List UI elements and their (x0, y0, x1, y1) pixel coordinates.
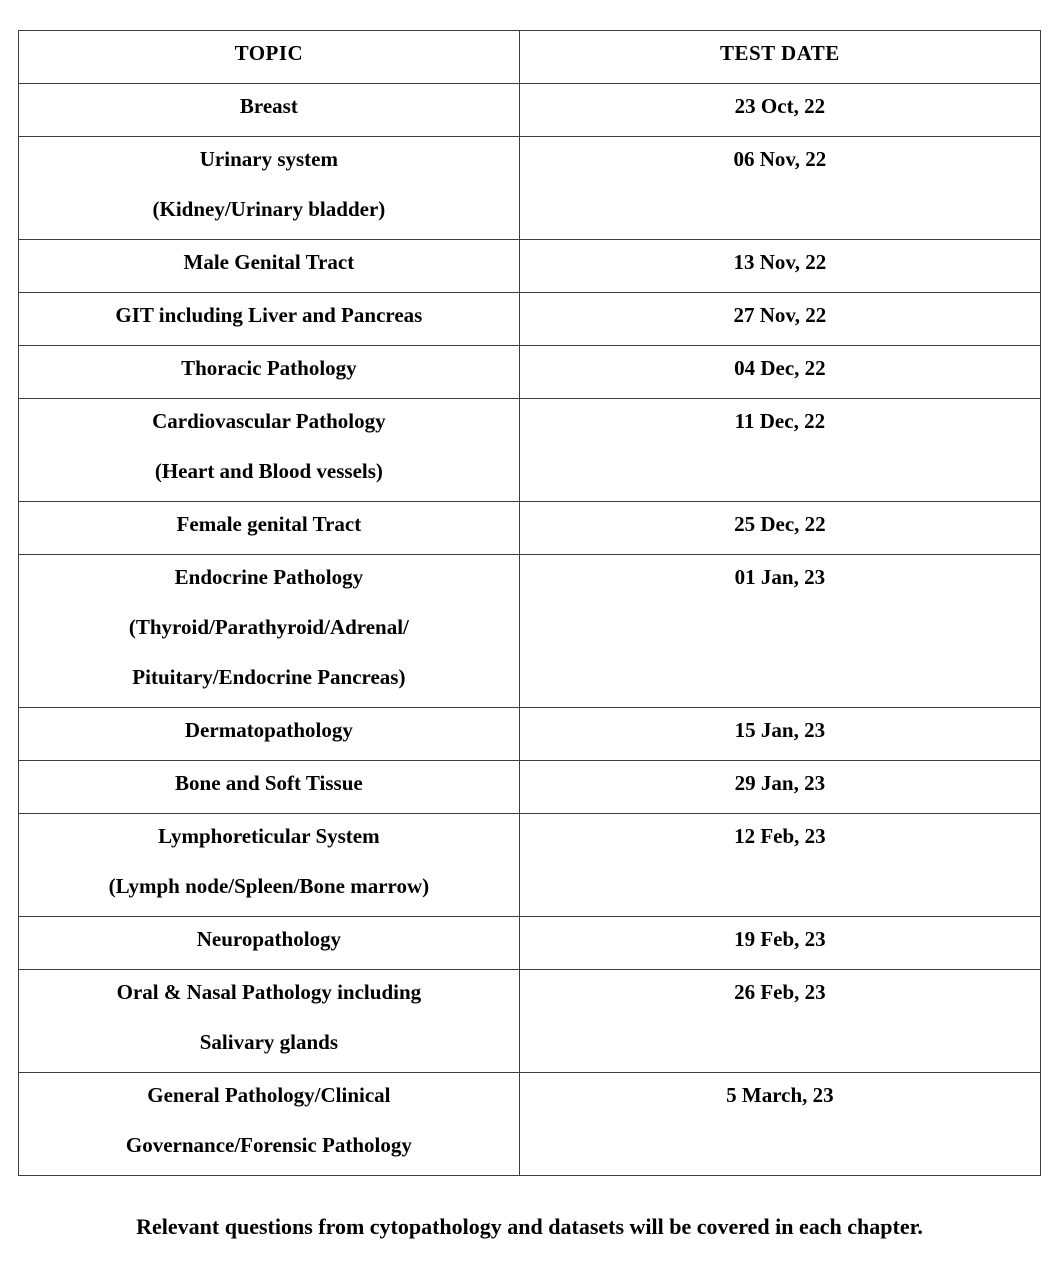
table-row (19, 970, 1041, 1073)
topic-line: Pituitary/Endocrine Pancreas) (132, 665, 406, 689)
topic-line: Oral & Nasal Pathology including (116, 980, 422, 1004)
test-date: 11 Dec, 22 (734, 409, 826, 433)
topic-line: Governance/Forensic Pathology (125, 1133, 412, 1157)
topic-column-header-label: TOPIC (234, 41, 304, 65)
topic-line: Salivary glands (199, 1030, 339, 1054)
test-date-cell (519, 555, 1040, 708)
topic-line: Urinary system (199, 147, 338, 171)
test-date: 19 Feb, 23 (734, 927, 826, 951)
test-date-cell (519, 1073, 1040, 1176)
topic-cell (19, 555, 520, 708)
table-row (19, 814, 1041, 917)
topic-cell (19, 970, 520, 1073)
topic-cell (19, 346, 520, 399)
table-row (19, 708, 1041, 761)
test-date: 01 Jan, 23 (734, 565, 826, 589)
table-row (19, 555, 1041, 708)
topic-cell (19, 708, 520, 761)
topic-cell (19, 917, 520, 970)
topic-line: (Heart and Blood vessels) (154, 459, 383, 483)
table-row (19, 399, 1041, 502)
topic-line: Neuropathology (196, 927, 342, 951)
table-row (19, 84, 1041, 137)
test-date: 25 Dec, 22 (734, 512, 826, 536)
topic-line: (Thyroid/Parathyroid/Adrenal/ (128, 615, 409, 639)
schedule-table-body (19, 84, 1041, 1176)
topic-line: Bone and Soft Tissue (175, 771, 363, 795)
topic-cell (19, 761, 520, 814)
table-row (19, 137, 1041, 240)
topic-column-header (19, 31, 520, 84)
test-date: 27 Nov, 22 (733, 303, 827, 327)
topic-line: General Pathology/Clinical (147, 1083, 391, 1107)
test-date: 15 Jan, 23 (734, 718, 826, 742)
topic-cell (19, 814, 520, 917)
test-date-cell (519, 708, 1040, 761)
test-date-cell (519, 293, 1040, 346)
test-date-cell (519, 814, 1040, 917)
test-date: 12 Feb, 23 (734, 824, 826, 848)
topic-line: Male Genital Tract (183, 250, 355, 274)
topic-cell (19, 1073, 520, 1176)
test-date-cell (519, 399, 1040, 502)
table-row (19, 502, 1041, 555)
test-date: 13 Nov, 22 (733, 250, 827, 274)
test-date-cell (519, 917, 1040, 970)
topic-line: Lymphoreticular System (158, 824, 380, 848)
table-row (19, 240, 1041, 293)
test-date-column-header-label: TEST DATE (719, 41, 840, 65)
test-date: 5 March, 23 (726, 1083, 834, 1107)
test-date: 06 Nov, 22 (733, 147, 827, 171)
table-row (19, 761, 1041, 814)
topic-line: (Lymph node/Spleen/Bone marrow) (108, 874, 430, 898)
test-date-cell (519, 502, 1040, 555)
test-date: 29 Jan, 23 (734, 771, 826, 795)
test-date: 23 Oct, 22 (734, 94, 826, 118)
schedule-table (18, 30, 1041, 1176)
test-date-column-header (519, 31, 1040, 84)
header-row (19, 31, 1041, 84)
test-date-cell (519, 84, 1040, 137)
table-row (19, 917, 1041, 970)
topic-cell (19, 399, 520, 502)
topic-cell (19, 502, 520, 555)
topic-line: Endocrine Pathology (174, 565, 364, 589)
table-row (19, 293, 1041, 346)
topic-cell (19, 137, 520, 240)
test-date: 04 Dec, 22 (734, 356, 826, 380)
topic-line: Breast (239, 94, 298, 118)
footnote: Relevant questions from cytopathology and datasets will be covered in each chapter. (136, 1214, 923, 1239)
topic-line: GIT including Liver and Pancreas (115, 303, 423, 327)
topic-line: (Kidney/Urinary bladder) (152, 197, 386, 221)
test-date: 26 Feb, 23 (734, 980, 826, 1004)
topic-line: Cardiovascular Pathology (152, 409, 386, 433)
test-date-cell (519, 970, 1040, 1073)
test-date-cell (519, 240, 1040, 293)
test-date-cell (519, 346, 1040, 399)
topic-line: Dermatopathology (184, 718, 353, 742)
topic-line: Female genital Tract (176, 512, 362, 536)
topic-cell (19, 84, 520, 137)
table-row (19, 1073, 1041, 1176)
topic-cell (19, 293, 520, 346)
topic-line: Thoracic Pathology (181, 356, 357, 380)
test-date-cell (519, 761, 1040, 814)
topic-cell (19, 240, 520, 293)
test-date-cell (519, 137, 1040, 240)
table-row (19, 346, 1041, 399)
